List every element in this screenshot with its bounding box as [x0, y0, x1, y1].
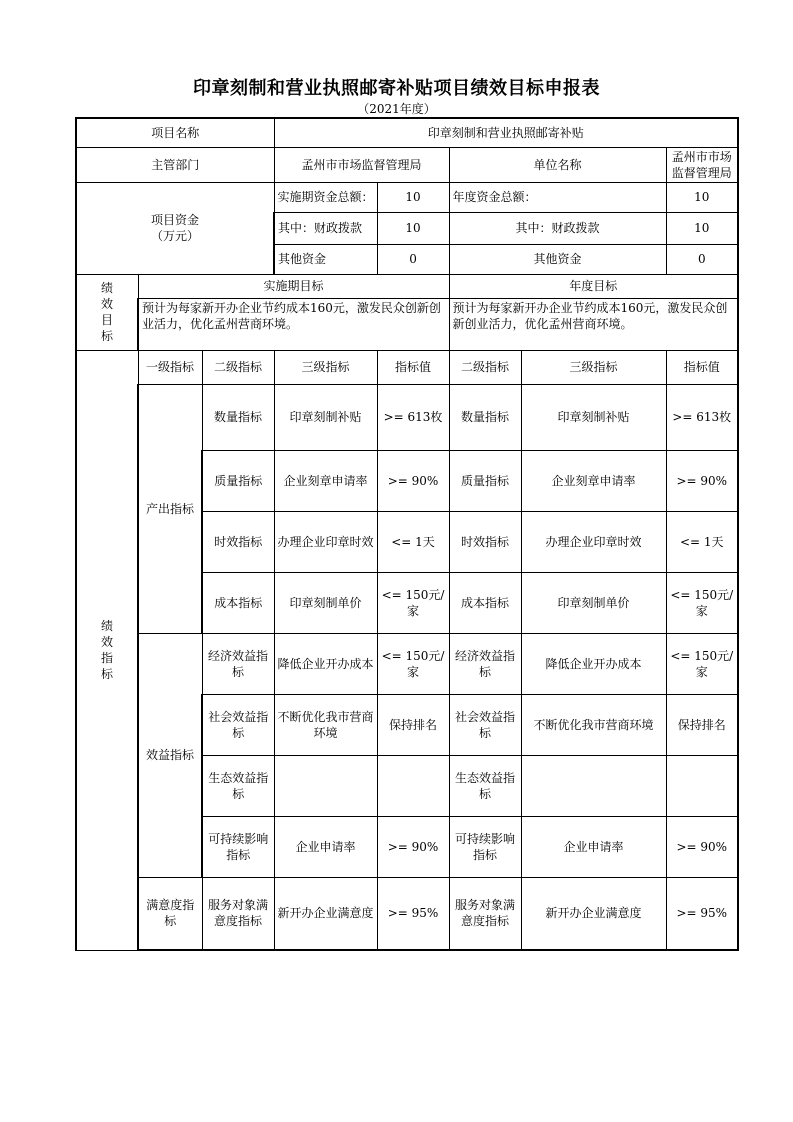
department-row	[76, 147, 738, 182]
indicator-l3: 办理企业印章时效	[274, 511, 377, 572]
indicator-value-annual: <= 150元/家	[666, 633, 738, 694]
indicator-l3: 企业申请率	[274, 816, 377, 877]
indicator-row	[76, 384, 738, 450]
impl-fiscal-value: 10	[377, 212, 449, 244]
indicator-l2-annual: 服务对象满意度指标	[449, 877, 521, 950]
indicator-l2-annual: 数量指标	[449, 384, 521, 450]
indicator-l3: 降低企业开办成本	[274, 633, 377, 694]
project-name-label: 项目名称	[76, 118, 274, 147]
annual-other-label: 其他资金	[449, 244, 666, 274]
annual-other-value: 0	[666, 244, 738, 274]
impl-fiscal-label: 其中：财政拨款	[274, 212, 377, 244]
indicator-l3-annual: 企业申请率	[521, 816, 666, 877]
dept-label: 主管部门	[76, 147, 274, 182]
indicator-value: <= 150元/家	[377, 633, 449, 694]
indicator-l2: 成本指标	[202, 572, 274, 633]
unit-label: 单位名称	[449, 147, 666, 182]
impl-total-label: 实施期资金总额：	[274, 182, 377, 212]
indicator-l3-annual: 企业刻章申请率	[521, 450, 666, 511]
indicator-l2-annual: 经济效益指标	[449, 633, 521, 694]
goals-text-row	[76, 298, 738, 350]
indicator-l2: 社会效益指标	[202, 694, 274, 755]
indicator-l2-annual: 质量指标	[449, 450, 521, 511]
goals-side-label	[76, 274, 138, 350]
indicator-l3-annual: 新开办企业满意度	[521, 877, 666, 950]
goals-header-row	[76, 274, 738, 298]
indicator-l3: 企业刻章申请率	[274, 450, 377, 511]
group-output: 产出指标	[138, 384, 202, 633]
indicator-l2: 经济效益指标	[202, 633, 274, 694]
indicator-l2-annual: 社会效益指标	[449, 694, 521, 755]
indicator-l2-annual: 成本指标	[449, 572, 521, 633]
indicator-l2: 质量指标	[202, 450, 274, 511]
project-name-row	[76, 118, 738, 147]
header-value-annual: 指标值	[666, 350, 738, 384]
indicator-value: >= 90%	[377, 816, 449, 877]
indicator-l3: 印章刻制补贴	[274, 384, 377, 450]
form-subtitle: （2021年度）	[357, 102, 436, 116]
indicator-value-annual: <= 1天	[666, 511, 738, 572]
impl-other-value: 0	[377, 244, 449, 274]
indicator-value: >= 90%	[377, 450, 449, 511]
funds-label-line2: （万元）	[151, 229, 200, 243]
form-title: 印章刻制和营业执照邮寄补贴项目绩效目标申报表	[193, 78, 600, 99]
header-value: 指标值	[377, 350, 449, 384]
indicator-value: >= 613枚	[377, 384, 449, 450]
header-level3-annual: 三级指标	[521, 350, 666, 384]
indicator-value: 保持排名	[377, 694, 449, 755]
indicator-l3: 不断优化我市营商环境	[274, 694, 377, 755]
annual-total-value: 10	[666, 182, 738, 212]
indicator-l3-annual: 办理企业印章时效	[521, 511, 666, 572]
indicator-header-row	[76, 350, 738, 384]
indicator-l3-annual: 印章刻制补贴	[521, 384, 666, 450]
indicator-l2: 生态效益指标	[202, 755, 274, 816]
indicator-value	[377, 755, 449, 816]
indicator-value-annual: >= 90%	[666, 816, 738, 877]
dept-value: 孟州市市场监督管理局	[274, 147, 449, 182]
indicators-side-text: 绩效指标	[100, 619, 113, 681]
indicator-value-annual: >= 90%	[666, 450, 738, 511]
indicator-l3	[274, 755, 377, 816]
funds-row-total	[76, 182, 738, 212]
indicator-value-annual: >= 95%	[666, 877, 738, 950]
goals-side-text: 绩效目标	[100, 281, 113, 343]
impl-goal-text: 预计为每家新开办企业节约成本160元，激发民众创新创业活力，优化孟州营商环境。	[138, 298, 449, 350]
indicator-l2: 服务对象满意度指标	[202, 877, 274, 950]
group-satisfaction: 满意度指标	[138, 877, 202, 950]
indicator-l2: 数量指标	[202, 384, 274, 450]
indicator-l2-annual: 时效指标	[449, 511, 521, 572]
header-level3: 三级指标	[274, 350, 377, 384]
indicator-value: <= 1天	[377, 511, 449, 572]
indicator-l3-annual	[521, 755, 666, 816]
unit-value: 孟州市市场监督管理局	[666, 147, 738, 182]
project-name-value: 印章刻制和营业执照邮寄补贴	[274, 118, 738, 147]
funds-label	[76, 182, 274, 274]
annual-goal-text: 预计为每家新开办企业节约成本160元，激发民众创新创业活力，优化孟州营商环境。	[449, 298, 738, 350]
indicator-l3: 新开办企业满意度	[274, 877, 377, 950]
group-benefit: 效益指标	[138, 633, 202, 877]
indicator-row	[76, 633, 738, 694]
indicator-l3-annual: 降低企业开办成本	[521, 633, 666, 694]
funds-label-line1: 项目资金	[151, 213, 200, 227]
indicator-l3: 印章刻制单价	[274, 572, 377, 633]
indicator-value-annual: >= 613枚	[666, 384, 738, 450]
impl-total-value: 10	[377, 182, 449, 212]
annual-fiscal-label: 其中：财政拨款	[449, 212, 666, 244]
indicators-side-label	[76, 350, 138, 950]
performance-target-table	[75, 117, 739, 951]
indicator-value-annual: 保持排名	[666, 694, 738, 755]
indicator-l2-annual: 可持续影响指标	[449, 816, 521, 877]
impl-other-label: 其他资金	[274, 244, 377, 274]
indicator-value-annual: <= 150元/家	[666, 572, 738, 633]
header-level2: 二级指标	[202, 350, 274, 384]
indicator-value: >= 95%	[377, 877, 449, 950]
indicator-l2-annual: 生态效益指标	[449, 755, 521, 816]
indicator-value-annual	[666, 755, 738, 816]
indicator-l3-annual: 印章刻制单价	[521, 572, 666, 633]
indicator-l2: 时效指标	[202, 511, 274, 572]
indicator-value: <= 150元/家	[377, 572, 449, 633]
annual-fiscal-value: 10	[666, 212, 738, 244]
indicator-l3-annual: 不断优化我市营商环境	[521, 694, 666, 755]
header-level1: 一级指标	[138, 350, 202, 384]
annual-goal-header: 年度目标	[449, 274, 738, 298]
impl-goal-header: 实施期目标	[138, 274, 449, 298]
indicator-row	[76, 877, 738, 950]
indicator-l2: 可持续影响指标	[202, 816, 274, 877]
header-level2-annual: 二级指标	[449, 350, 521, 384]
annual-total-label: 年度资金总额：	[449, 182, 666, 212]
